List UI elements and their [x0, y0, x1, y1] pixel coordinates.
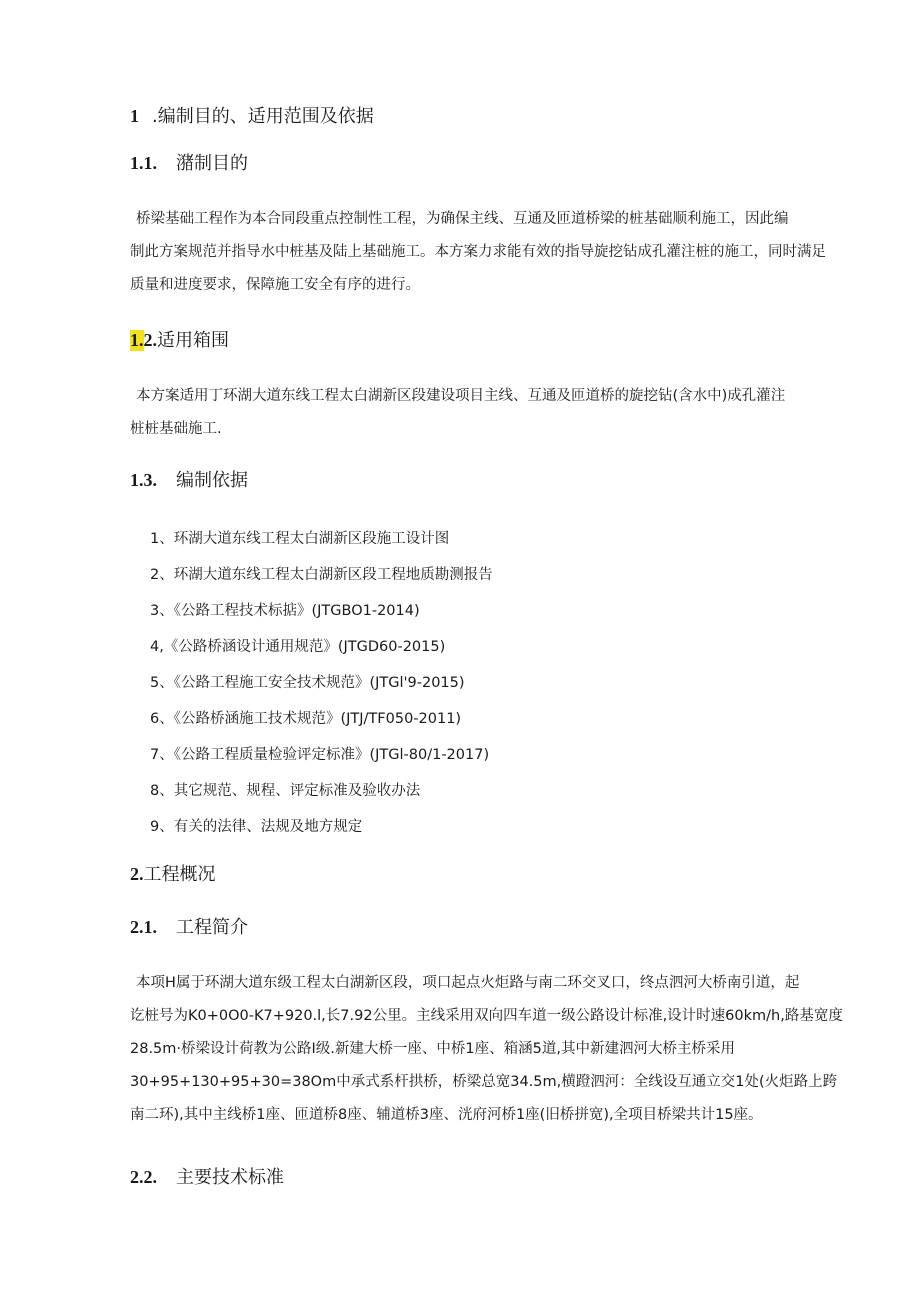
paragraph-line: 本方案适用丁环湖大道东线工程太白湖新区段建设项目主线、互通及匝道桥的旋挖钻(含水中)成孔灌注	[136, 388, 786, 404]
section-1-title: .编制目的、适用范围及依据	[152, 106, 374, 127]
section-1-1-heading	[130, 149, 248, 175]
paragraph-line: 讫桩号为K0+0O0-K7+920.l,长7.92公里。主线采用双向四车道一级公路设计标准,设计时速60km/h,路基宽度	[130, 1008, 843, 1024]
section-1-3-heading	[130, 466, 248, 492]
reference-item: 5、《公路工程施工安全技术规范》(JTGl'9-2015)	[150, 675, 465, 691]
section-2-2-number: 2.2.	[130, 1167, 157, 1187]
section-1-heading	[130, 102, 374, 128]
section-1-2-title: 适用箱围	[157, 330, 229, 351]
paragraph-line: 制此方案规范并指导水中桩基及陆上基础施工。本方案力求能有效的指导旋挖钻成孔灌注桩的施工，同时满足	[130, 244, 826, 260]
section-1-2-heading	[130, 326, 229, 352]
section-2-2-heading	[130, 1163, 284, 1189]
section-2-title: 工程概况	[143, 864, 216, 885]
reference-item: 4,《公路桥涵设计通用规范》(JTGD60-2015)	[150, 639, 446, 655]
reference-item: 8、其它规范、规程、评定标准及验收办法	[150, 783, 421, 799]
reference-item: 3、《公路工程技术标掂》(JTGBO1-2014)	[150, 603, 420, 619]
section-1-2-number: 2.	[143, 330, 157, 350]
section-2-1-heading	[130, 913, 248, 939]
reference-item: 1、环湖大道东线工程太白湖新区段施工设计图	[150, 531, 450, 547]
reference-item: 9、有关的法律、法规及地方规定	[150, 819, 363, 835]
section-1-3-number: 1.3.	[130, 470, 157, 490]
section-1-1-paragraph	[130, 203, 850, 302]
reference-item: 2、环湖大道东线工程太白湖新区段工程地质勘测报告	[150, 567, 493, 583]
section-1-1-title: 潴制目的	[176, 153, 248, 174]
paragraph-line: 本项H属于环湖大道东级工程太白湖新区段，项口起点火炬路与南二环交叉口，终点泗河大桥南引道，起	[136, 975, 800, 991]
reference-item: 6、《公路桥涵施工技术规范》(JTJ/TF050-2011)	[150, 711, 462, 727]
reference-item: 7、《公路工程质量检验评定标准》(JTGl-80/1-2017)	[150, 747, 490, 763]
section-1-number: 1	[130, 106, 139, 126]
section-1-2-paragraph	[130, 380, 850, 446]
section-1-2-number-highlighted: 1.	[130, 330, 144, 350]
paragraph-line: 30+95+130+95+30=38Om中承式系杆拱桥，桥梁总宽34.5m,横蹬泗河：全线设互通立交1处(火炬路上跨	[130, 1074, 838, 1090]
section-2-1-title: 工程简介	[176, 917, 248, 938]
section-2-1-number: 2.1.	[130, 917, 157, 937]
paragraph-line: 质量和进度要求，保障施工安全有序的进行。	[130, 277, 420, 293]
paragraph-line: 28.5m·桥梁设计荷教为公路I级.新建大桥一座、中桥1座、箱涵5道,其中新建泗河大桥主桥采用	[130, 1041, 735, 1057]
paragraph-line: 桥梁基础工程作为本合同段重点控制性工程，为确保主线、互通及匝道桥梁的桩基础顺利施工，因此编	[136, 211, 789, 227]
section-2-2-title: 主要技术标准	[176, 1167, 284, 1188]
paragraph-line: 南二环),其中主线桥1座、匝道桥8座、辅道桥3座、洸府河桥1座(旧桥拼宽),全项目桥梁共计15座。	[130, 1107, 763, 1123]
section-1-1-number: 1.1.	[130, 153, 157, 173]
section-2-heading	[130, 860, 216, 886]
section-2-number: 2.	[130, 864, 144, 884]
section-2-1-paragraph	[130, 967, 845, 1132]
paragraph-line: 桩桩基础施工.	[130, 421, 222, 437]
section-1-3-title: 编制依据	[176, 470, 248, 491]
